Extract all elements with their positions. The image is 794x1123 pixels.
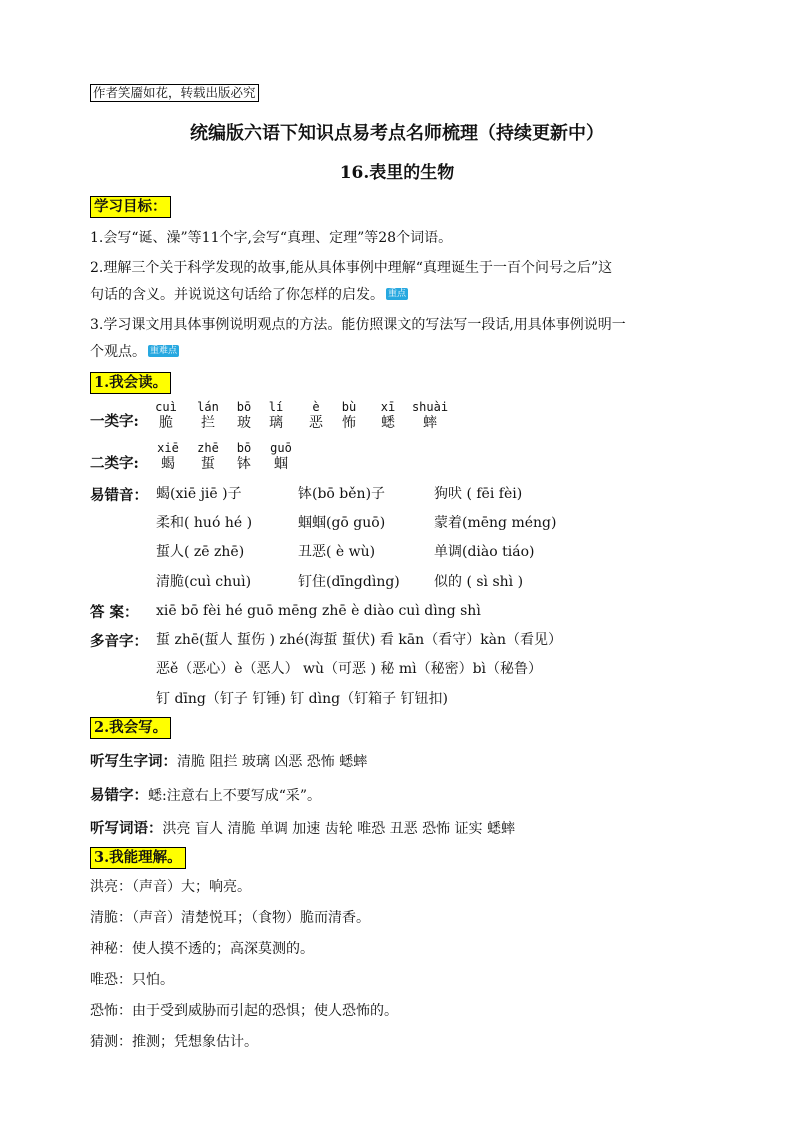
polyphone-line-2: 恶ě（恶心）è（恶人） wù（可恶 ) 秘 mì（秘密）bì（秘鲁） bbox=[156, 661, 543, 677]
key-point-badge: 重点 bbox=[388, 289, 407, 299]
hanzi-character: 璃 bbox=[269, 415, 283, 431]
confuse-item: 钵(bō běn)子 bbox=[298, 486, 386, 502]
answer-label: 答 案： bbox=[90, 604, 139, 621]
write-header: 2.我会写。 bbox=[90, 717, 171, 739]
polyphone-line-1: 蜇 zhē(蜇人 蜇伤 ) zhé(海蜇 蜇伏) 看 kān（看守）kàn（看见） bbox=[156, 632, 563, 648]
confuse-item: 蜇人( zē zhē) bbox=[156, 544, 245, 560]
hanzi-character: 蟋 bbox=[381, 415, 395, 431]
class1-label: 一类字: bbox=[90, 413, 139, 430]
goal-line-3: 句话的含义。并说说这句话给了你怎样的启发。 重点 bbox=[90, 287, 407, 303]
confuse-item: 单调(diào tiáo) bbox=[434, 544, 535, 560]
confuse-item: 清脆(cuì chuì) bbox=[156, 574, 252, 590]
pinyin-label: lí bbox=[268, 400, 284, 414]
pinyin-label: zhē bbox=[197, 441, 219, 455]
hanzi-character: 玻 bbox=[237, 415, 251, 431]
hanzi-character: 怖 bbox=[342, 415, 356, 431]
pinyin-label: xī bbox=[380, 400, 396, 414]
goal-line-4: 3.学习课文用具体事例说明观点的方法。能仿照课文的写法写一段话,用具体事例说明一 bbox=[90, 317, 626, 333]
hanzi-character: 蝈 bbox=[274, 456, 288, 472]
confuse-item: 蝎(xiē jiē )子 bbox=[156, 486, 242, 502]
pinyin-label: bō bbox=[236, 400, 252, 414]
pinyin-label: bō bbox=[236, 441, 252, 455]
hanzi-character: 拦 bbox=[201, 415, 215, 431]
confuse-item: 似的 ( sì shì ) bbox=[434, 574, 524, 590]
confuse-item: 柔和( huó hé ) bbox=[156, 515, 253, 531]
read-header: 1.我会读。 bbox=[90, 372, 171, 394]
hanzi-character: 恶 bbox=[309, 415, 323, 431]
difficult-point-badge: 重难点 bbox=[150, 346, 178, 356]
goal-line-1: 1.会写“诞、澡”等11个字,会写“真理、定理”等28个词语。 bbox=[90, 230, 453, 246]
class2-label: 二类字: bbox=[90, 455, 139, 472]
pinyin-label: xiē bbox=[157, 441, 179, 455]
polyphone-label: 多音字： bbox=[90, 633, 148, 650]
dictation-chars-row: 听写生字词：清脆 阻拦 玻璃 凶恶 恐怖 蟋蟀 bbox=[90, 753, 368, 770]
author-notice: 作者笑靥如花，转载出版必究 bbox=[90, 84, 259, 102]
answer-text: xiē bō fèi hé guō mēng zhē è diào cuì dìng shì bbox=[156, 603, 481, 619]
pinyin-label: shuài bbox=[411, 400, 449, 414]
lesson-title: 16.表里的生物 bbox=[339, 163, 455, 183]
definition-3: 神秘：使人摸不透的；高深莫测的。 bbox=[90, 941, 314, 957]
definition-6: 猜测：推测；凭想象估计。 bbox=[90, 1034, 258, 1050]
understand-header: 3.我能理解。 bbox=[90, 847, 186, 869]
error-chars-row: 易错字：蟋:注意右上不要写成“采”。 bbox=[90, 787, 322, 804]
hanzi-character: 蝎 bbox=[161, 456, 175, 472]
pinyin-label: è bbox=[312, 400, 320, 414]
hanzi-character: 钵 bbox=[237, 456, 251, 472]
pinyin-label: lán bbox=[197, 400, 219, 414]
confuse-item: 蒙着(mēng méng) bbox=[434, 515, 557, 531]
goals-header: 学习目标： bbox=[90, 196, 171, 218]
hanzi-character: 蟀 bbox=[423, 415, 437, 431]
definition-4: 唯恐：只怕。 bbox=[90, 972, 174, 988]
confuse-item: 蝈蝈(gō guō) bbox=[298, 515, 386, 531]
dictation-words-row: 听写词语：洪亮 盲人 清脆 单调 加速 齿轮 唯恐 丑恶 恐怖 证实 蟋蟀 bbox=[90, 820, 516, 837]
goal-line-5: 个观点。 重难点 bbox=[90, 344, 178, 360]
pinyin-label: bù bbox=[341, 400, 357, 414]
polyphone-line-3: 钉 dīng（钉子 钉锤) 钉 dìng（钉箱子 钉钮扣) bbox=[156, 691, 449, 707]
confuse-item: 钉住(dīngdìng) bbox=[298, 574, 400, 590]
definition-2: 清脆：（声音）清楚悦耳；（食物）脆而清香。 bbox=[90, 910, 370, 926]
hanzi-character: 蜇 bbox=[201, 456, 215, 472]
pinyin-label: guō bbox=[270, 441, 292, 455]
confuse-label: 易错音： bbox=[90, 487, 148, 504]
definition-5: 恐怖：由于受到威胁而引起的恐惧；使人恐怖的。 bbox=[90, 1003, 398, 1019]
document-title: 统编版六语下知识点易考点名师梳理（持续更新中） bbox=[190, 123, 604, 144]
goal-line-2: 2.理解三个关于科学发现的故事,能从具体事例中理解“真理诞生于一百个问号之后”这 bbox=[90, 260, 613, 276]
pinyin-label: cuì bbox=[155, 400, 177, 414]
hanzi-character: 脆 bbox=[159, 415, 173, 431]
confuse-item: 丑恶( è wù) bbox=[298, 544, 376, 560]
confuse-item: 狗吠 ( fēi fèi) bbox=[434, 486, 523, 502]
definition-1: 洪亮：（声音）大；响亮。 bbox=[90, 879, 251, 895]
